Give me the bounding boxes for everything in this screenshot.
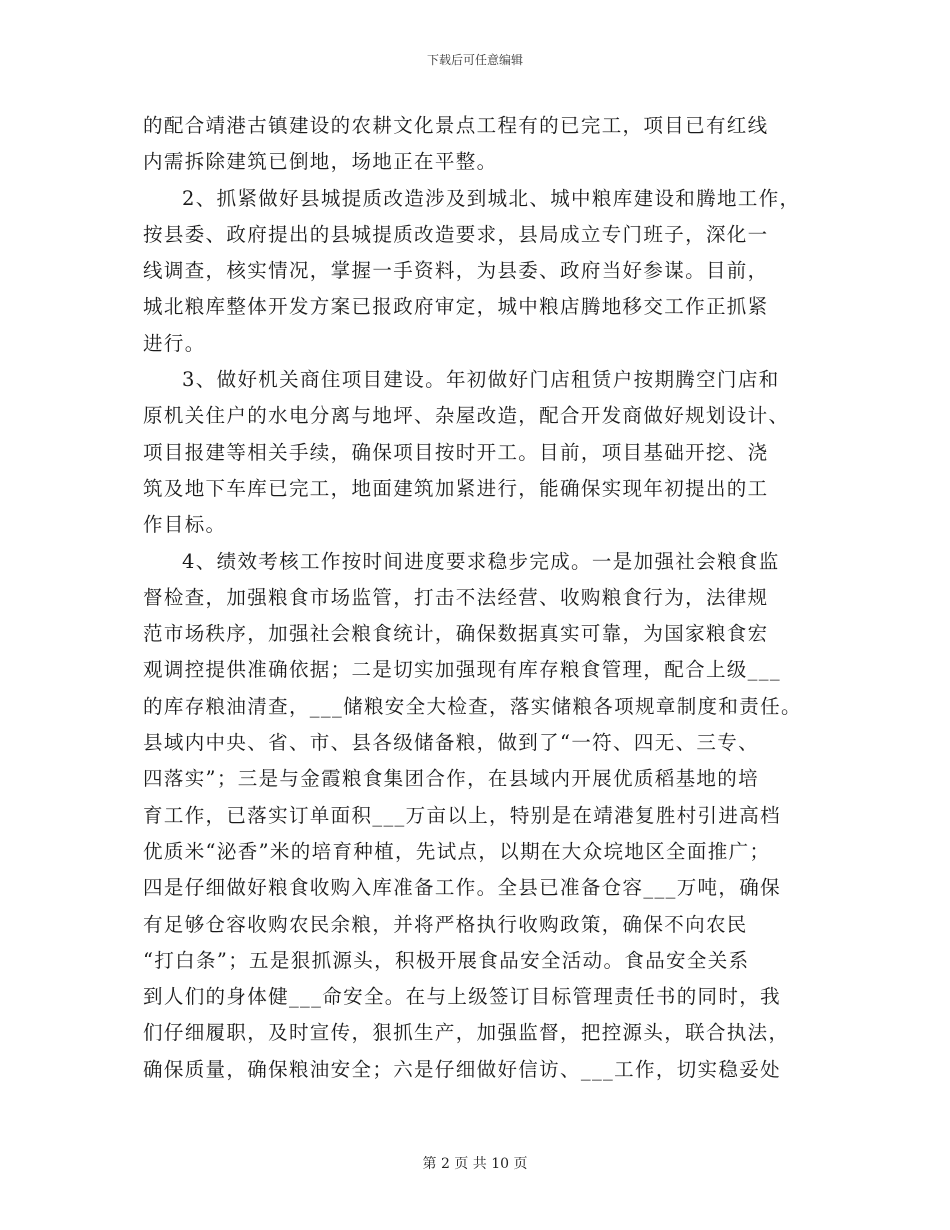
text-line: 有足够仓容收购农民余粮，并将严格执行收购政策，确保不向农民: [143, 912, 748, 936]
document-body: [143, 108, 833, 1088]
text-line: 的配合靖港古镇建设的农耕文化景点工程有的已完工，项目已有红线: [143, 114, 769, 137]
text-line: 优质米“泌香”米的培育种植，先试点，以期在大众垸地区全面推广；: [143, 839, 771, 863]
text-line: 筑及地下车库已完工，地面建筑加紧进行，能确保实现年初提出的工: [143, 476, 769, 500]
text-line: 观调控提供准确依据；二是切实加强现有库存粮食管理，配合上级___: [143, 658, 781, 682]
text-line: 3、做好机关商住项目建设。年初做好门店租赁户按期腾空门店和: [182, 368, 780, 392]
text-line: 线调查，核实情况，掌握一手资料，为县委、政府当好参谋。目前，: [143, 259, 769, 283]
text-line: 四落实”；三是与金霞粮食集团合作，在县域内开展优质稻基地的培: [143, 767, 759, 791]
text-line: 4、绩效考核工作按时间进度要求稳步完成。一是加强社会粮食监: [182, 549, 780, 573]
text-line: 作目标。: [143, 513, 227, 537]
text-line: 们仔细履职，及时宣传，狠抓生产，加强监督，把控源头，联合执法，: [143, 1021, 790, 1045]
text-line: 城北粮库整体开发方案已报政府审定，城中粮店腾地移交工作正抓紧: [143, 295, 769, 319]
text-line: 进行。: [143, 331, 206, 355]
text-line: 到人们的身体健___命安全。在与上级签订目标管理责任书的同时，我: [143, 985, 781, 1009]
text-line: 督检查，加强粮食市场监管，打击不法经营、收购粮食行为，法律规: [143, 585, 769, 609]
text-line: 2、抓紧做好县城提质改造涉及到城北、城中粮库建设和腾地工作，: [182, 186, 801, 210]
text-line: “打白条”；五是狠抓源头，积极开展食品安全活动。食品安全关系: [143, 948, 750, 972]
text-line: 范市场秩序，加强社会粮食统计，确保数据真实可靠，为国家粮食宏: [143, 622, 769, 646]
text-line: 的库存粮油清查，___储粮安全大检查，落实储粮各项规章制度和责任。: [143, 694, 802, 718]
text-line: 项目报建等相关手续，确保项目按时开工。目前，项目基础开挖、浇: [143, 440, 769, 464]
text-line: 内需拆除建筑已倒地，场地正在平整。: [143, 150, 498, 174]
text-line: 育工作，已落实订单面积___万亩以上，特别是在靖港复胜村引进高档: [143, 803, 781, 827]
text-line: 确保质量，确保粮油安全；六是仔细做好信访、___工作，切实稳妥处: [143, 1057, 781, 1081]
page-header: 下载后可任意编辑: [426, 53, 523, 67]
text-line: 县域内中央、省、市、县各级储备粮，做到了“一符、四无、三专、: [143, 731, 759, 755]
text-line: 按县委、政府提出的县城提质改造要求，县局成立专门班子，深化一: [143, 222, 769, 246]
page-footer: 第 2 页 共 10 页: [422, 1156, 528, 1172]
text-line: 四是仔细做好粮食收购入库准备工作。全县已准备仓容___万吨，确保: [143, 876, 781, 900]
text-line: 原机关住户的水电分离与地坪、杂屋改造，配合开发商做好规划设计、: [143, 404, 790, 428]
